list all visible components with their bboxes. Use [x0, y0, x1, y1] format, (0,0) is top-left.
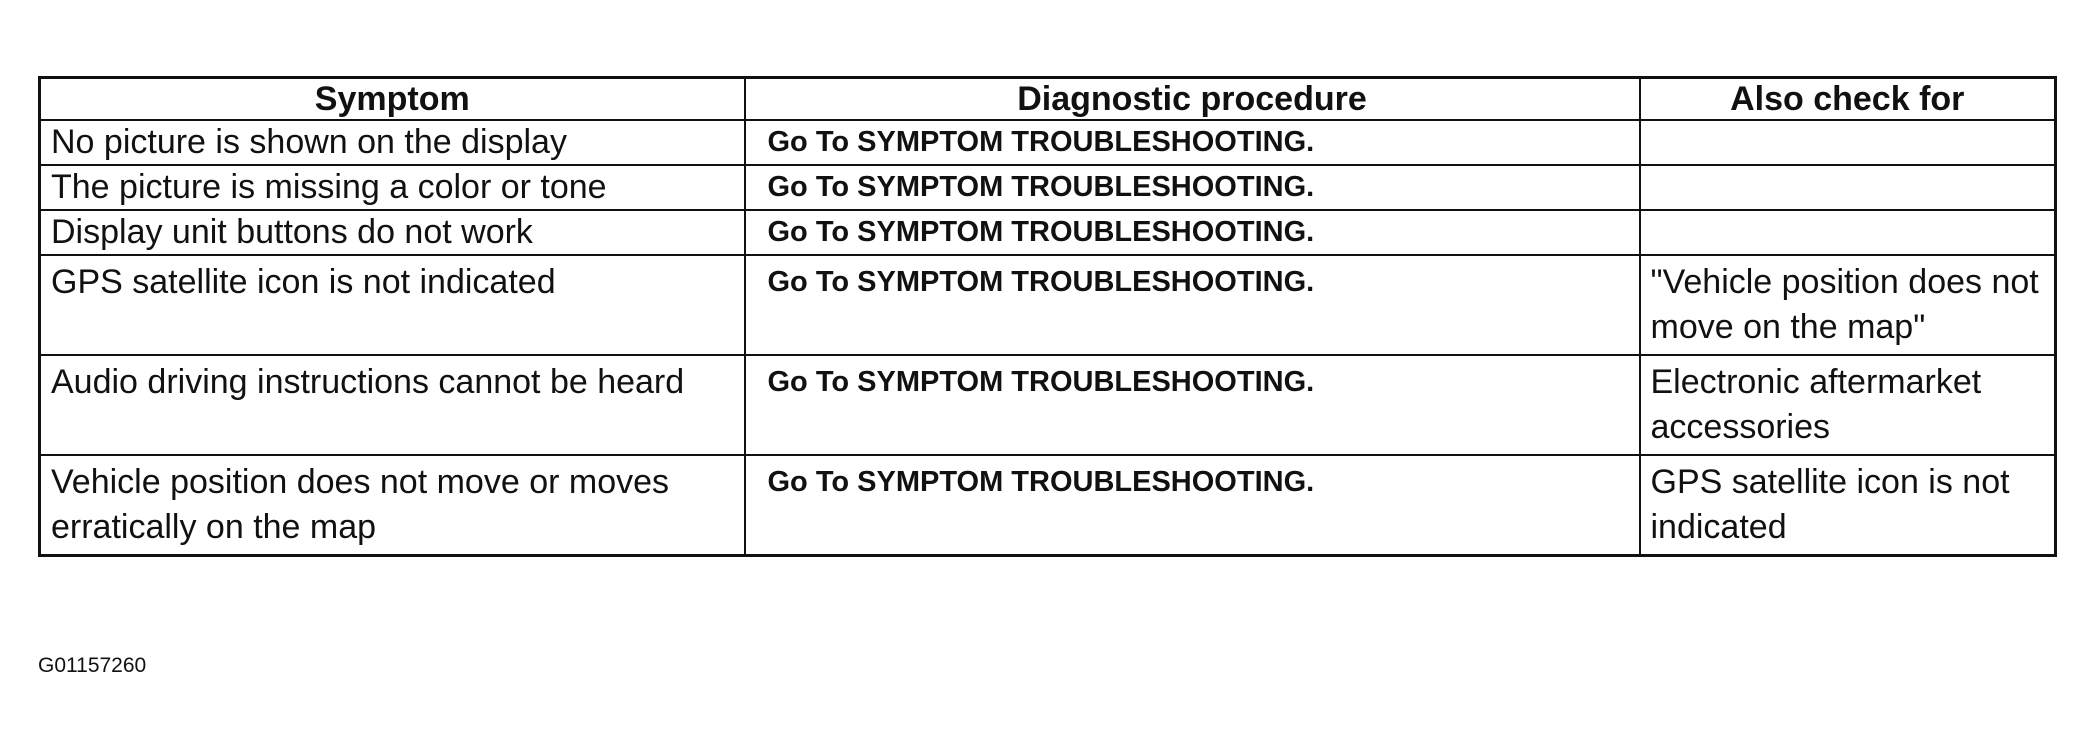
table-row [40, 455, 2056, 556]
procedure-cell: Go To SYMPTOM TROUBLESHOOTING. [745, 210, 1640, 255]
table-row [40, 355, 2056, 455]
table-row [40, 210, 2056, 255]
table-row [40, 255, 2056, 355]
symptom-cell: No picture is shown on the display [40, 120, 745, 165]
table-row [40, 120, 2056, 165]
also-check-cell [1640, 165, 2056, 210]
procedure-cell: Go To SYMPTOM TROUBLESHOOTING. [745, 455, 1640, 556]
also-check-cell: GPS satellite icon is not indicated [1640, 455, 2056, 556]
also-check-cell: Electronic aftermarket accessories [1640, 355, 2056, 455]
symptom-cell: Vehicle position does not move or moves erratically on the map [40, 455, 745, 556]
symptom-cell: Audio driving instructions cannot be heard [40, 355, 745, 455]
symptom-cell: The picture is missing a color or tone [40, 165, 745, 210]
procedure-cell: Go To SYMPTOM TROUBLESHOOTING. [745, 120, 1640, 165]
diagnostic-table [38, 76, 2057, 557]
header-symptom: Symptom [40, 78, 745, 121]
header-also-check-for: Also check for [1640, 78, 2056, 121]
table-header-row [40, 78, 2056, 121]
figure-code: G01157260 [38, 654, 147, 677]
also-check-cell: "Vehicle position does not move on the map" [1640, 255, 2056, 355]
header-diagnostic-procedure: Diagnostic procedure [745, 78, 1640, 121]
procedure-cell: Go To SYMPTOM TROUBLESHOOTING. [745, 255, 1640, 355]
procedure-cell: Go To SYMPTOM TROUBLESHOOTING. [745, 165, 1640, 210]
symptom-cell: Display unit buttons do not work [40, 210, 745, 255]
also-check-cell [1640, 120, 2056, 165]
procedure-cell: Go To SYMPTOM TROUBLESHOOTING. [745, 355, 1640, 455]
also-check-cell [1640, 210, 2056, 255]
symptom-cell: GPS satellite icon is not indicated [40, 255, 745, 355]
table-row [40, 165, 2056, 210]
